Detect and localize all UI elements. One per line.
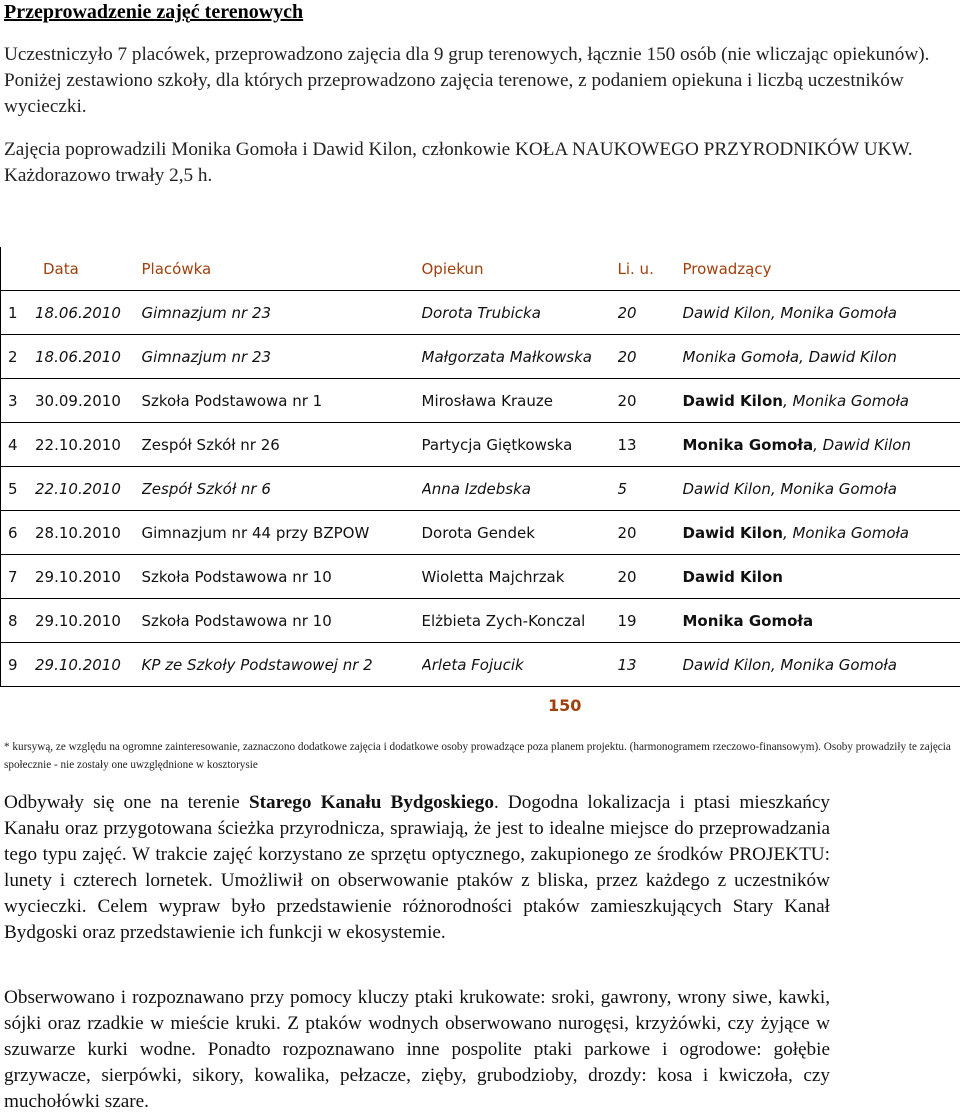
row-number: 4 bbox=[8, 436, 35, 454]
location-paragraph bbox=[4, 790, 830, 946]
cell-school: KP ze Szkoły Podstawowej nr 2 bbox=[142, 656, 373, 674]
cell-leader-primary: Dawid Kilon, Monika Gomoła bbox=[683, 304, 897, 322]
cell-leader-secondary: , Monika Gomoła bbox=[783, 392, 909, 410]
table-row bbox=[1, 335, 960, 379]
leaders-paragraph: Zajęcia poprowadzili Monika Gomoła i Dawid Kilon, członkowie KOŁA NAUKOWEGO PRZYRODNIKÓW UKW. Każdorazowo trwały 2,5 h. bbox=[4, 137, 960, 189]
cell-school: Szkoła Podstawowa nr 10 bbox=[142, 612, 332, 630]
cell-school: Szkoła Podstawowa nr 10 bbox=[142, 568, 332, 586]
cell-guardian: Anna Izdebska bbox=[422, 480, 532, 498]
cell-guardian: Arleta Fojucik bbox=[422, 656, 524, 674]
cell-school: Zespół Szkół nr 6 bbox=[142, 480, 271, 498]
cell-count: 20 bbox=[618, 348, 637, 366]
cell-date: 22.10.2010 bbox=[35, 436, 121, 454]
cell-date: 18.06.2010 bbox=[35, 348, 121, 366]
footnote: * kursywą, ze względu na ogromne zainteresowanie, zaznaczono dodatkowe zajęcia i dodatkowe osoby prowadzące poza planem projektu. (harmonogramem rzeczowo-finansowym). Osoby prowadziły te zajęcia społecznie - nie zostały one uwzględnione w kosztorysie bbox=[4, 738, 954, 774]
cell-leader-secondary: , Monika Gomoła bbox=[783, 524, 909, 542]
header-date: Data bbox=[43, 260, 79, 278]
cell-leader-primary: Monika Gomoła bbox=[683, 436, 814, 454]
cell-count: 5 bbox=[618, 480, 628, 498]
section-heading: Przeprowadzenie zajęć terenowych bbox=[4, 0, 303, 24]
row-number: 1 bbox=[8, 304, 35, 322]
header-school: Placówka bbox=[142, 260, 212, 278]
row-number: 7 bbox=[8, 568, 35, 586]
cell-leader-primary: Dawid Kilon bbox=[683, 392, 783, 410]
cell-count: 13 bbox=[618, 656, 637, 674]
cell-school: Gimnazjum nr 44 przy BZPOW bbox=[142, 524, 370, 542]
header-leaders: Prowadzący bbox=[683, 260, 772, 278]
intro-paragraph: Uczestniczyło 7 placówek, przeprowadzono zajęcia dla 9 grup terenowych, łącznie 150 osób (nie wliczając opiekunów). Poniżej zestawiono szkoły, dla których przeprowadzono zajęcia terenowe, z podaniem opiekuna i liczbą uczestników wycieczki. bbox=[4, 42, 960, 120]
cell-leader-primary: Monika Gomoła, Dawid Kilon bbox=[683, 348, 897, 366]
row-number: 8 bbox=[8, 612, 35, 630]
cell-leader-primary: Dawid Kilon bbox=[683, 524, 783, 542]
cell-date: 18.06.2010 bbox=[35, 304, 121, 322]
location-name: Starego Kanału Bydgoskiego bbox=[249, 792, 494, 813]
table-row bbox=[1, 599, 960, 643]
location-paragraph-rest: . Dogodna lokalizacja i ptasi mieszkańcy Kanału oraz przygotowana ścieżka przyrodnicza, sprawiają, że jest to idealne miejsce do przeprowadzania tego typu zajęć. W trakcie zajęć korzystano ze sprzętu optycznego, zakupionego ze środków PROJEKTU: lunety i czterech lornetek. Umożliwił on obserwowanie ptaków z bliska, przez każdego z uczestników wycieczki. Celem wypraw było przedstawienie różnorodności ptaków zamieszkujących Stary Kanał Bydgoski oraz przedstawienie ich funkcji w ekosystemie. bbox=[4, 792, 830, 943]
cell-guardian: Małgorzata Małkowska bbox=[422, 348, 592, 366]
cell-guardian: Dorota Trubicka bbox=[422, 304, 541, 322]
cell-guardian: Wioletta Majchrzak bbox=[422, 568, 565, 586]
observations-paragraph: Obserwowano i rozpoznawano przy pomocy kluczy ptaki krukowate: sroki, gawrony, wrony siwe, kawki, sójki oraz rzadkie w mieście kruki. Z ptaków wodnych obserwowano nurogęsi, krzyżówki, czy żyjące w szuwarze kurki wodne. Ponadto rozpoznawano inne pospolite ptaki parkowe i ogrodowe: gołębie grzywacze, sierpówki, sikory, kowalika, pełzacze, zięby, grubodzioby, drozdy: kosa i kwiczoła, czy muchołówki szare. bbox=[4, 985, 830, 1115]
cell-date: 29.10.2010 bbox=[35, 568, 121, 586]
header-guardian: Opiekun bbox=[422, 260, 484, 278]
row-number: 6 bbox=[8, 524, 35, 542]
cell-guardian: Mirosława Krauze bbox=[422, 392, 553, 410]
cell-leader-secondary: , Dawid Kilon bbox=[813, 436, 911, 454]
cell-date: 29.10.2010 bbox=[35, 656, 121, 674]
table-row bbox=[1, 423, 960, 467]
row-number: 5 bbox=[8, 480, 35, 498]
cell-date: 30.09.2010 bbox=[35, 392, 121, 410]
row-number: 3 bbox=[8, 392, 35, 410]
header-count: Li. u. bbox=[618, 260, 654, 278]
cell-guardian: Elżbieta Zych-Konczal bbox=[422, 612, 586, 630]
cell-leader-primary: Dawid Kilon, Monika Gomoła bbox=[683, 480, 897, 498]
row-number: 2 bbox=[8, 348, 35, 366]
table-row bbox=[1, 467, 960, 511]
cell-school: Zespół Szkół nr 26 bbox=[142, 436, 280, 454]
participants-total: 150 bbox=[548, 696, 581, 715]
table-row bbox=[1, 643, 960, 687]
table-row bbox=[1, 511, 960, 555]
cell-date: 22.10.2010 bbox=[35, 480, 121, 498]
cell-guardian: Dorota Gendek bbox=[422, 524, 535, 542]
cell-leader-primary: Monika Gomoła bbox=[683, 612, 814, 630]
table-header-row bbox=[1, 247, 960, 291]
cell-count: 19 bbox=[618, 612, 637, 630]
cell-school: Szkoła Podstawowa nr 1 bbox=[142, 392, 323, 410]
row-number: 9 bbox=[8, 656, 35, 674]
cell-leader-primary: Dawid Kilon bbox=[683, 568, 783, 586]
location-paragraph-start: Odbywały się one na terenie bbox=[4, 792, 249, 813]
field-trips-table bbox=[0, 247, 960, 687]
table-row bbox=[1, 379, 960, 423]
cell-count: 13 bbox=[618, 436, 637, 454]
cell-count: 20 bbox=[618, 304, 637, 322]
cell-date: 29.10.2010 bbox=[35, 612, 121, 630]
cell-count: 20 bbox=[618, 568, 637, 586]
cell-count: 20 bbox=[618, 392, 637, 410]
cell-school: Gimnazjum nr 23 bbox=[142, 304, 272, 322]
cell-guardian: Partycja Giętkowska bbox=[422, 436, 573, 454]
cell-date: 28.10.2010 bbox=[35, 524, 121, 542]
cell-leader-primary: Dawid Kilon, Monika Gomoła bbox=[683, 656, 897, 674]
cell-count: 20 bbox=[618, 524, 637, 542]
cell-school: Gimnazjum nr 23 bbox=[142, 348, 272, 366]
table-row bbox=[1, 291, 960, 335]
table-row bbox=[1, 555, 960, 599]
